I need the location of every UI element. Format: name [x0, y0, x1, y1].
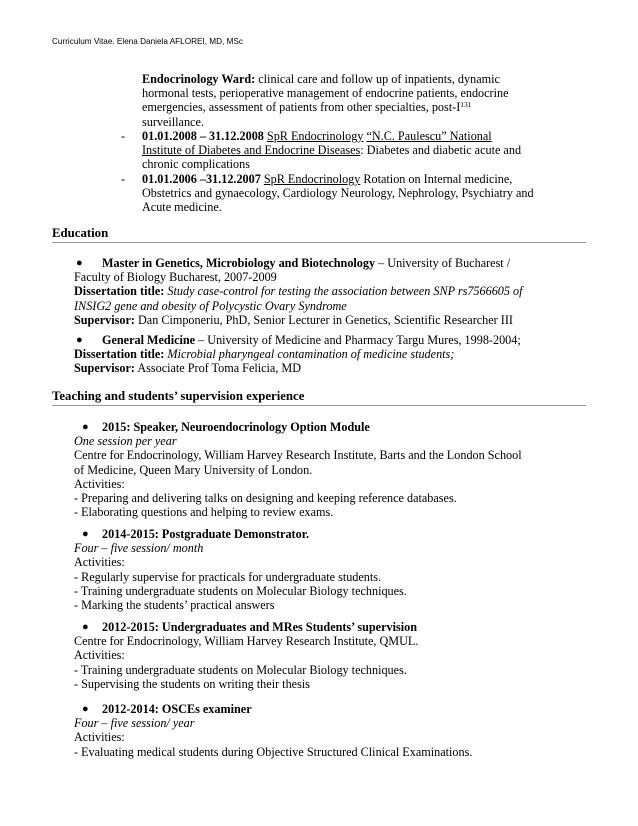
activity-item: - Regularly supervise for practicals for undergraduate students.	[74, 569, 382, 584]
entry-title: 2014-2015: Postgraduate Demonstrator.	[102, 527, 310, 541]
experience-item-2008	[142, 129, 521, 172]
bullet-icon: ●	[82, 703, 89, 715]
supervisor-label: Supervisor:	[74, 361, 135, 376]
supervisor-label: Supervisor:	[74, 312, 135, 327]
supervisor-name: Dan Cimponeriu, PhD, Senior Lecturer in Genetics, Scientific Researcher III	[137, 312, 513, 327]
degree-institution: – University of Bucharest /	[375, 256, 511, 270]
activities-label: Activities:	[74, 476, 125, 491]
activity-item: - Training undergraduate students on Molecular Biology techniques.	[74, 662, 407, 677]
activity-item: - Preparing and delivering talks on designing and keeping reference databases.	[74, 491, 457, 506]
item-dates: 01.01.2006 –31.12.2007	[142, 172, 261, 186]
bullet-icon: ●	[76, 257, 83, 269]
ward-text-4: surveillance.	[142, 114, 204, 129]
teaching-entry-2012-supervision	[74, 620, 594, 691]
degree-title: Master in Genetics, Microbiology and Biotechnology	[102, 256, 376, 270]
teaching-entry-osce	[74, 702, 594, 759]
education-entry-medicine	[74, 333, 588, 376]
dissertation-title: Microbial pharyngeal contamination of medicine students;	[167, 347, 455, 362]
bullet-icon: ●	[82, 528, 89, 540]
item-institution-cont: Institute of Diabetes and Endocrine Diseases	[142, 143, 361, 158]
degree-title: General Medicine	[102, 333, 196, 347]
education-heading: Education	[52, 226, 586, 243]
bullet-icon: ●	[82, 421, 89, 433]
item-description: Rotation on Internal medicine,	[363, 172, 513, 186]
entry-place-cont: of Medicine, Queen Mary University of London.	[74, 462, 313, 477]
dissertation-title: Study case-control for testing the association between SNP rs7566605 of	[167, 284, 523, 299]
entry-place: Centre for Endocrinology, William Harvey Research Institute, QMUL.	[74, 634, 419, 649]
experience-item-2006	[142, 172, 534, 215]
item-description-end: Acute medicine.	[142, 200, 222, 215]
ward-text-1: clinical care and follow up of inpatients, dynamic	[258, 72, 500, 86]
entry-title: 2015: Speaker, Neuroendocrinology Option Module	[102, 420, 370, 434]
item-description-cont: chronic complications	[142, 157, 250, 172]
activities-label: Activities:	[74, 730, 125, 745]
ward-text-2: hormonal tests, perioperative management of endocrine patients, endocrine	[142, 86, 509, 101]
entry-title: 2012-2014: OSCEs examiner	[102, 702, 252, 716]
item-role: SpR Endocrinology	[263, 172, 361, 186]
ward-label: Endocrinology Ward:	[142, 72, 256, 86]
entry-title: 2012-2015: Undergraduates and MRes Students’ supervision	[102, 620, 417, 634]
dissertation-title-cont: INSIG2 gene and obesity of Polycystic Ovary Syndrome	[74, 298, 347, 313]
bullet-icon: ●	[82, 621, 89, 633]
dissertation-label: Dissertation title:	[74, 284, 165, 299]
list-dash: -	[121, 129, 126, 143]
running-header: Curriculum Vitae. Elena Daniela AFLOREI, MD, MSc	[52, 37, 243, 46]
activities-label: Activities:	[74, 555, 125, 570]
education-entry-master	[74, 256, 588, 327]
activities-label: Activities:	[74, 648, 125, 663]
entry-frequency: Four – five session/ year	[74, 716, 195, 731]
activity-item: - Supervising the students on writing their thesis	[74, 676, 310, 691]
activity-item: - Elaborating questions and helping to review exams.	[74, 505, 334, 520]
entry-place: Centre for Endocrinology, William Harvey Research Institute, Barts and the London School	[74, 448, 522, 463]
item-role: SpR Endocrinology	[266, 129, 364, 143]
item-dates: 01.01.2008 – 31.12.2008	[142, 129, 264, 143]
activity-item: - Marking the students’ practical answers	[74, 598, 275, 613]
entry-frequency: One session per year	[74, 434, 177, 449]
item-description: : Diabetes and diabetic acute and	[360, 143, 522, 158]
dissertation-label: Dissertation title:	[74, 347, 165, 362]
entry-frequency: Four – five session/ month	[74, 541, 204, 556]
list-dash: -	[121, 172, 126, 186]
item-institution: “N.C. Paulescu” National	[366, 129, 492, 143]
activity-item: - Evaluating medical students during Objective Structured Clinical Examinations.	[74, 744, 473, 759]
activity-item: - Training undergraduate students on Molecular Biology techniques.	[74, 583, 407, 598]
ward-superscript: 131	[460, 100, 472, 110]
teaching-heading: Teaching and students’ supervision experience	[52, 389, 586, 406]
teaching-entry-2014	[74, 527, 594, 612]
teaching-entry-2015	[74, 420, 594, 519]
item-description-cont: Obstetrics and gynaecology, Cardiology Neurology, Nephrology, Psychiatry and	[142, 186, 534, 201]
degree-institution: – University of Medicine and Pharmacy Targu Mures, 1998-2004;	[195, 333, 521, 347]
degree-institution-cont: Faculty of Biology Bucharest, 2007-2009	[74, 270, 277, 285]
supervisor-name: Associate Prof Toma Felicia, MD	[137, 361, 302, 376]
ward-text-3: emergencies, assessment of patients from other specialties, post-I	[142, 100, 461, 115]
bullet-icon: ●	[76, 334, 83, 346]
endocrinology-ward-block	[142, 72, 509, 129]
